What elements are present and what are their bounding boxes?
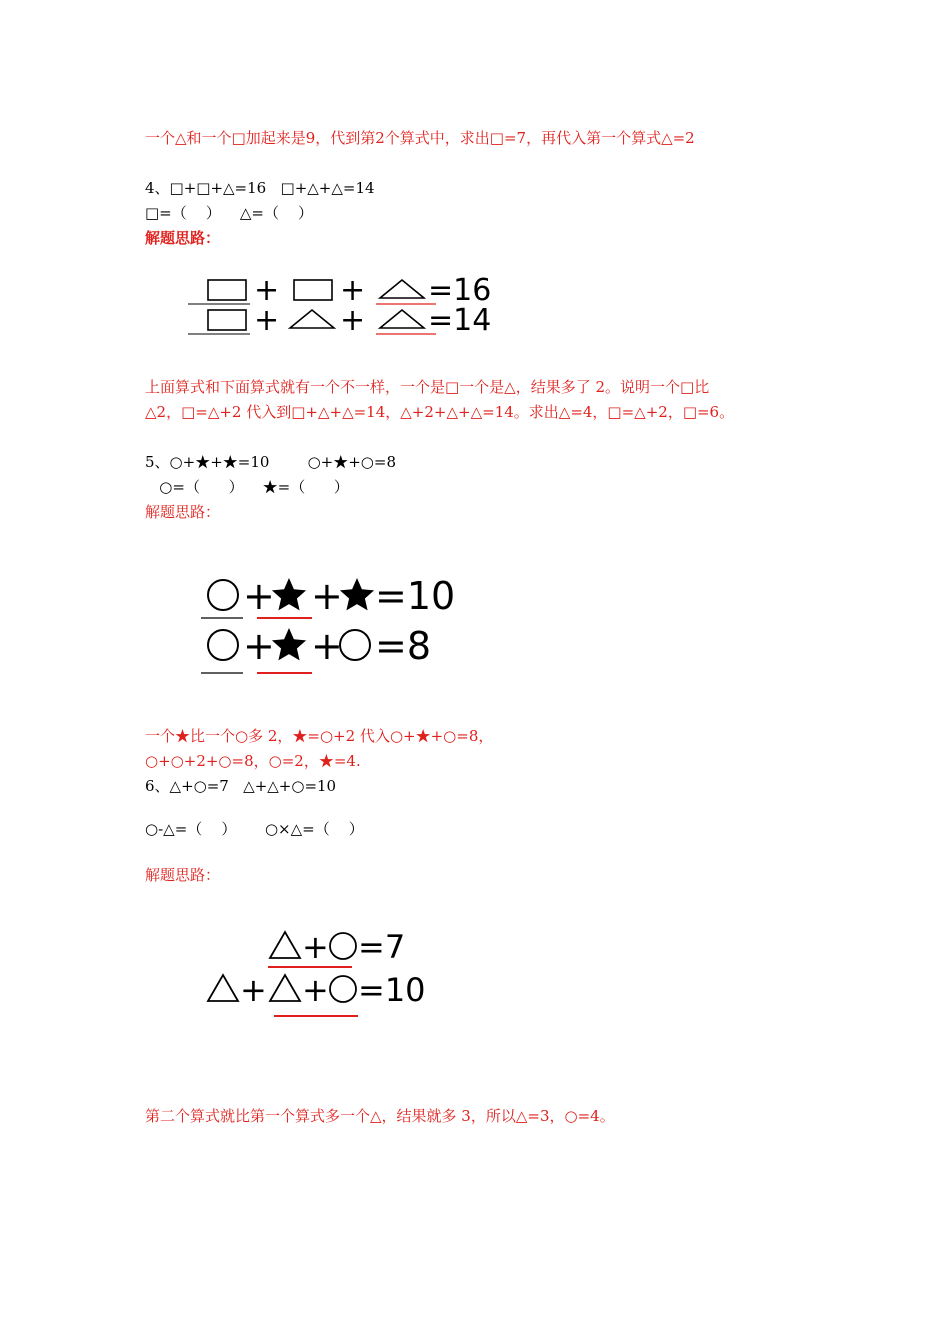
- plus-sign: +: [243, 624, 275, 668]
- problem5-figure: [195, 570, 465, 682]
- circle-icon: [208, 580, 238, 610]
- plus-sign: +: [340, 273, 366, 308]
- problem5-hint-label: 解题思路：: [145, 503, 221, 521]
- line1-result: =7: [358, 928, 406, 966]
- problem6-figure: [200, 925, 430, 1025]
- line2-result: =10: [358, 971, 426, 1009]
- problem4-explanation-2: △2，□=△+2 代入到□+△+△=14，△+2+△+△=14。求出△=4，□=△+2，□=6。: [145, 403, 735, 421]
- circle-icon: [330, 933, 356, 959]
- square-icon: [208, 280, 246, 300]
- star-icon: [272, 628, 306, 660]
- plus-sign: +: [240, 971, 267, 1009]
- triangle-icon: [270, 975, 300, 1001]
- star-icon: [272, 578, 306, 610]
- plus-sign: +: [302, 928, 329, 966]
- plus-sign: +: [243, 574, 275, 618]
- line2-result: =14: [428, 303, 492, 338]
- plus-sign: +: [302, 971, 329, 1009]
- problem4-hint-label: 解题思路：: [145, 229, 221, 247]
- circle-icon: [330, 976, 356, 1002]
- square-icon: [294, 280, 332, 300]
- problem6-blanks: ○-△=（ ） ○×△=（ ）: [145, 820, 364, 838]
- problem4-equations: 4、□+□+△=16 □+△+△=14: [145, 179, 375, 197]
- line1-result: =10: [375, 574, 456, 618]
- problem4-explanation-1: 上面算式和下面算式就有一个不一样，一个是□一个是△，结果多了 2。说明一个□比: [145, 378, 710, 396]
- plus-sign: +: [254, 273, 280, 308]
- plus-sign: +: [340, 303, 366, 338]
- line2-result: =8: [375, 624, 432, 668]
- circle-icon: [208, 630, 238, 660]
- problem4-blanks: □=（ ） △=（ ）: [145, 204, 314, 222]
- problem3-explanation: 一个△和一个□加起来是9，代到第2个算式中，求出□=7，再代入第一个算式△=2: [145, 129, 695, 147]
- problem4-figure: [180, 268, 540, 344]
- triangle-icon: [380, 280, 424, 298]
- circle-icon: [340, 630, 370, 660]
- problem6-equations: 6、△+○=7 △+△+○=10: [145, 777, 337, 795]
- triangle-icon: [208, 975, 238, 1001]
- problem5-blanks: ○=（ ） ★=（ ）: [145, 478, 349, 496]
- square-icon: [208, 310, 246, 330]
- plus-sign: +: [311, 574, 343, 618]
- star-icon: [340, 578, 374, 610]
- plus-sign: +: [254, 303, 280, 338]
- problem5-equations: 5、○+★+★=10 ○+★+○=8: [145, 453, 396, 471]
- triangle-icon: [380, 310, 424, 328]
- problem5-explanation-2: ○+○+2+○=8，○=2，★=4.: [145, 752, 361, 770]
- problem6-hint-label: 解题思路：: [145, 866, 221, 884]
- triangle-icon: [290, 310, 334, 328]
- problem5-explanation-1: 一个★比一个○多 2，★=○+2 代入○+★+○=8，: [145, 727, 494, 745]
- problem6-explanation: 第二个算式就比第一个算式多一个△，结果就多 3，所以△=3，○=4。: [145, 1107, 615, 1125]
- line1-result: =16: [428, 273, 492, 308]
- triangle-icon: [270, 932, 300, 958]
- plus-sign: +: [311, 624, 343, 668]
